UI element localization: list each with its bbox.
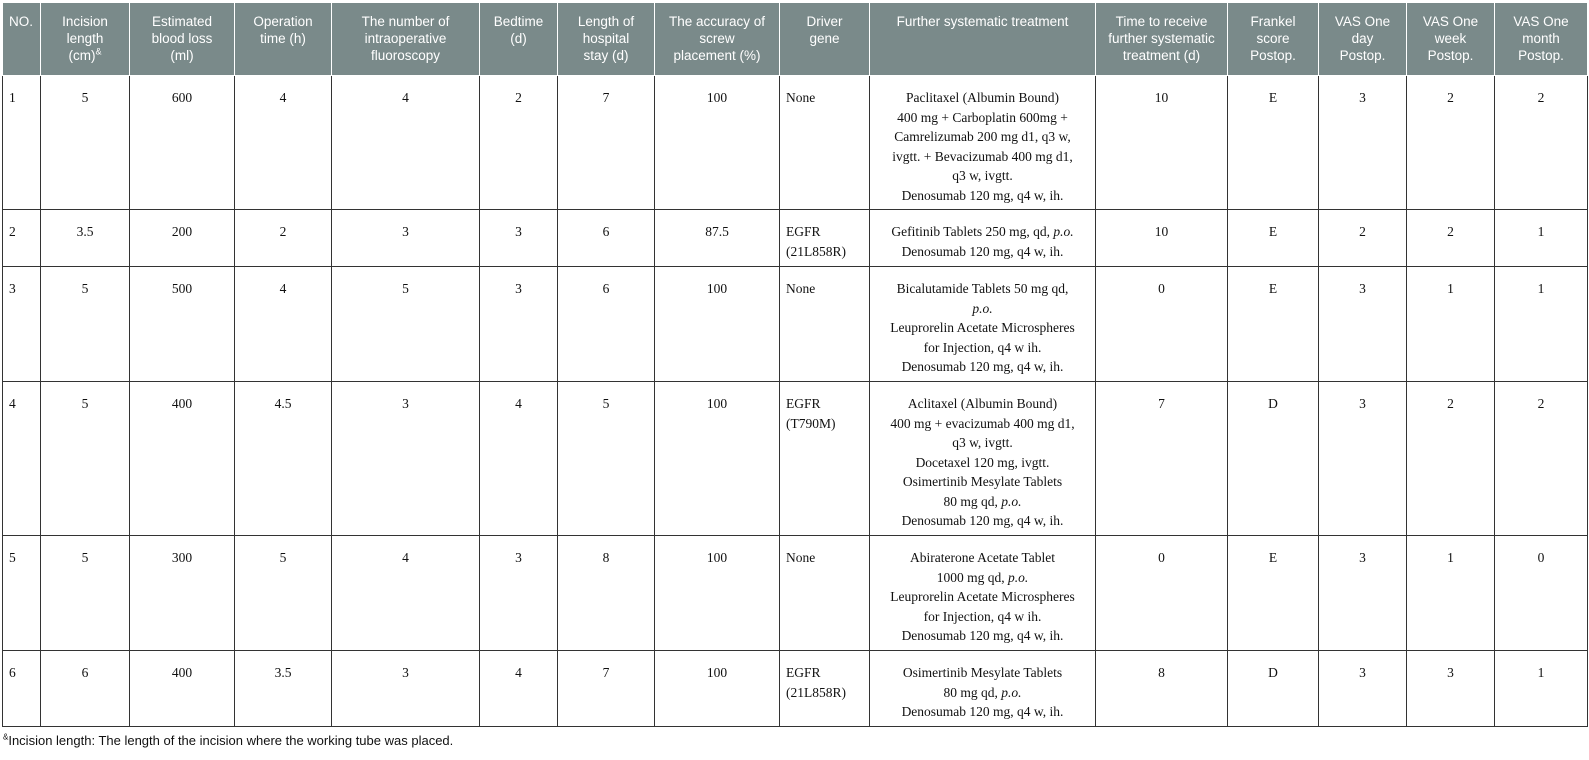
treatment-line xyxy=(872,453,1093,473)
cell-vas-day: 3 xyxy=(1319,651,1407,727)
treatment-text: Denosumab 120 mg, q4 w, ih. xyxy=(901,243,1064,259)
cell-vas-month: 1 xyxy=(1495,651,1588,727)
header-superscript: & xyxy=(95,46,102,57)
cell-bedtime: 4 xyxy=(480,382,558,536)
treatment-line xyxy=(872,663,1093,683)
treatment-line xyxy=(872,299,1093,319)
header-fluoroscopy xyxy=(332,3,480,76)
treatment-line xyxy=(872,587,1093,607)
treatment-text: Docetaxel 120 mg, ivgtt. xyxy=(915,454,1050,470)
header-line: treatment (d) xyxy=(1122,48,1201,63)
treatment-line xyxy=(872,338,1093,358)
header-line: Postop. xyxy=(1427,48,1474,63)
treatment-text: Leuprorelin Acetate Microspheres xyxy=(890,589,1075,604)
header-line: (d) xyxy=(510,31,527,46)
header-line: Time to receive xyxy=(1115,14,1208,29)
header-line: length xyxy=(66,31,104,46)
treatment-line xyxy=(872,626,1093,646)
cell-fluoro: 5 xyxy=(332,267,480,382)
cell-op-time: 3.5 xyxy=(235,651,332,727)
gene-line: EGFR xyxy=(786,396,821,411)
cell-driver-gene xyxy=(780,210,870,267)
cell-vas-day: 3 xyxy=(1319,267,1407,382)
footnote-text: Incision length: The length of the incision where the working tube was placed. xyxy=(8,733,454,748)
cell-treatment xyxy=(870,76,1096,210)
header-line: Driver xyxy=(806,14,843,29)
cell-bedtime: 4 xyxy=(480,651,558,727)
treatment-route: p.o. xyxy=(972,300,993,316)
treatment-line xyxy=(872,472,1093,492)
cell-vas-day: 3 xyxy=(1319,382,1407,536)
cell-op-time: 2 xyxy=(235,210,332,267)
gene-line: (21L858R) xyxy=(786,244,846,259)
header-line: Postop. xyxy=(1518,48,1564,63)
cell-no: 2 xyxy=(3,210,41,267)
treatment-route: p.o. xyxy=(1001,684,1022,700)
cell-fluoro: 4 xyxy=(332,76,480,210)
header-line: hospital xyxy=(582,31,630,46)
cell-vas-week: 3 xyxy=(1407,651,1495,727)
treatment-line xyxy=(872,147,1093,167)
header-line: Length of xyxy=(577,14,635,29)
treatment-line xyxy=(872,127,1093,147)
header-line: blood loss xyxy=(151,31,213,46)
cell-driver-gene xyxy=(780,267,870,382)
cell-blood-loss: 600 xyxy=(130,76,235,210)
cell-stay: 6 xyxy=(558,210,655,267)
cell-vas-month: 1 xyxy=(1495,210,1588,267)
header-line: stay (d) xyxy=(583,48,629,63)
header-line: day xyxy=(1351,31,1374,46)
treatment-line xyxy=(872,222,1093,242)
cell-vas-month: 2 xyxy=(1495,382,1588,536)
header-operation-time xyxy=(235,3,332,76)
header-line: (ml) xyxy=(170,48,194,63)
treatment-line xyxy=(872,492,1093,512)
treatment-text: Osimertinib Mesylate Tablets xyxy=(902,474,1063,489)
cell-bedtime: 2 xyxy=(480,76,558,210)
treatment-text: Camrelizumab 200 mg d1, q3 w, xyxy=(894,129,1071,144)
treatment-line xyxy=(872,702,1093,722)
treatment-line xyxy=(872,88,1093,108)
treatment-line xyxy=(872,318,1093,338)
cell-no: 4 xyxy=(3,382,41,536)
gene-line: (T790M) xyxy=(786,416,836,431)
cell-op-time: 4.5 xyxy=(235,382,332,536)
table-row xyxy=(3,76,1588,210)
footnote xyxy=(3,733,453,748)
cell-no: 3 xyxy=(3,267,41,382)
header-no xyxy=(3,3,41,76)
treatment-text: Denosumab 120 mg, q4 w, ih. xyxy=(901,704,1064,719)
treatment-line xyxy=(872,433,1093,453)
cell-treatment xyxy=(870,267,1096,382)
gene-line: (21L858R) xyxy=(786,685,846,700)
table-row xyxy=(3,210,1588,267)
treatment-route: p.o. xyxy=(1001,493,1022,509)
table-row xyxy=(3,651,1588,727)
header-line: Estimated xyxy=(151,14,213,29)
cell-driver-gene xyxy=(780,651,870,727)
header-vas-month xyxy=(1495,3,1588,76)
treatment-text: 80 mg qd, xyxy=(943,493,1002,509)
header-line: time (h) xyxy=(260,31,306,46)
cell-accuracy: 100 xyxy=(655,76,780,210)
cell-vas-week: 2 xyxy=(1407,210,1495,267)
header-line: Operation xyxy=(253,14,313,29)
header-line: week xyxy=(1434,31,1467,46)
treatment-text: q3 w, ivgtt. xyxy=(952,435,1013,450)
header-line: Bedtime xyxy=(493,14,544,29)
cell-accuracy: 87.5 xyxy=(655,210,780,267)
treatment-text: Denosumab 120 mg, q4 w, ih. xyxy=(901,359,1064,374)
cell-accuracy: 100 xyxy=(655,651,780,727)
treatment-text: Aclitaxel (Albumin Bound) xyxy=(907,396,1058,411)
cell-no: 6 xyxy=(3,651,41,727)
header-line: VAS One xyxy=(1422,14,1479,29)
gene-line: None xyxy=(786,90,816,105)
header-incision-length xyxy=(41,3,130,76)
cell-time-to-treat: 10 xyxy=(1096,76,1228,210)
treatment-text: ivgtt. + Bevacizumab 400 mg d1, xyxy=(892,148,1073,164)
cell-no: 1 xyxy=(3,76,41,210)
cell-vas-month: 0 xyxy=(1495,536,1588,651)
treatment-line xyxy=(872,186,1093,206)
treatment-route: p.o. xyxy=(1008,569,1029,585)
cell-blood-loss: 500 xyxy=(130,267,235,382)
treatment-text: Bicalutamide Tablets 50 mg qd, xyxy=(896,281,1069,296)
treatment-line xyxy=(872,242,1093,262)
cell-incision: 5 xyxy=(41,382,130,536)
header-frankel-score xyxy=(1228,3,1319,76)
treatment-line xyxy=(872,548,1093,568)
treatment-text: Denosumab 120 mg, q4 w, ih. xyxy=(901,187,1064,203)
header-line: screw xyxy=(699,31,735,46)
cell-fluoro: 3 xyxy=(332,382,480,536)
header-line: Postop. xyxy=(1339,48,1386,63)
cell-blood-loss: 200 xyxy=(130,210,235,267)
cell-fluoro: 3 xyxy=(332,651,480,727)
header-vas-week xyxy=(1407,3,1495,76)
cell-frankel: D xyxy=(1228,382,1319,536)
cell-time-to-treat: 0 xyxy=(1096,267,1228,382)
treatment-line xyxy=(872,166,1093,186)
cell-frankel: E xyxy=(1228,536,1319,651)
treatment-text: 80 mg qd, xyxy=(943,684,1002,700)
header-line: score xyxy=(1256,31,1290,46)
cell-incision: 3.5 xyxy=(41,210,130,267)
header-line: fluoroscopy xyxy=(370,48,441,63)
gene-line: None xyxy=(786,281,816,296)
cell-op-time: 5 xyxy=(235,536,332,651)
header-line: further systematic xyxy=(1108,31,1215,46)
table-container xyxy=(2,2,1587,727)
cell-driver-gene xyxy=(780,76,870,210)
treatment-text: Leuprorelin Acetate Microspheres xyxy=(890,320,1075,335)
treatment-text: Abiraterone Acetate Tablet xyxy=(910,550,1055,565)
cell-vas-month: 1 xyxy=(1495,267,1588,382)
treatment-text: 1000 mg qd, xyxy=(936,569,1008,585)
header-line: Frankel xyxy=(1250,14,1296,29)
header-unit: (cm) xyxy=(68,48,96,63)
cell-bedtime: 3 xyxy=(480,267,558,382)
cell-frankel: E xyxy=(1228,210,1319,267)
cell-bedtime: 3 xyxy=(480,210,558,267)
cell-stay: 8 xyxy=(558,536,655,651)
treatment-line xyxy=(872,414,1093,434)
cell-stay: 7 xyxy=(558,651,655,727)
gene-line: EGFR xyxy=(786,665,821,680)
cell-fluoro: 3 xyxy=(332,210,480,267)
treatment-line xyxy=(872,279,1093,299)
treatment-text: for Injection, q4 w ih. xyxy=(923,608,1042,624)
cell-op-time: 4 xyxy=(235,76,332,210)
treatment-text: 400 mg + Carboplatin 600mg + xyxy=(897,109,1068,125)
table-header xyxy=(3,3,1588,76)
header-line: Further systematic treatment xyxy=(896,14,1069,29)
header-line: VAS One xyxy=(1513,14,1569,29)
table-row xyxy=(3,267,1588,382)
treatment-text: Denosumab 120 mg, q4 w, ih. xyxy=(901,628,1064,643)
cell-vas-day: 2 xyxy=(1319,210,1407,267)
treatment-line xyxy=(872,511,1093,531)
cell-vas-day: 3 xyxy=(1319,76,1407,210)
treatment-line xyxy=(872,357,1093,377)
cell-blood-loss: 400 xyxy=(130,382,235,536)
table-row xyxy=(3,382,1588,536)
header-line: The accuracy of xyxy=(668,14,766,29)
cell-time-to-treat: 7 xyxy=(1096,382,1228,536)
treatment-route: p.o. xyxy=(1053,224,1074,239)
cell-time-to-treat: 0 xyxy=(1096,536,1228,651)
header-line: The number of xyxy=(361,14,450,29)
cell-treatment xyxy=(870,651,1096,727)
cell-stay: 5 xyxy=(558,382,655,536)
table-row xyxy=(3,536,1588,651)
treatment-text: Gefitinib Tablets 250 mg, qd, xyxy=(891,224,1054,239)
header-line: NO. xyxy=(9,14,34,29)
treatment-text: q3 w, ivgtt. xyxy=(952,168,1013,183)
cell-vas-day: 3 xyxy=(1319,536,1407,651)
treatment-text: for Injection, q4 w ih. xyxy=(923,339,1042,355)
cell-time-to-treat: 8 xyxy=(1096,651,1228,727)
footnote-marker: & xyxy=(3,732,9,742)
cell-incision: 5 xyxy=(41,536,130,651)
gene-line: EGFR xyxy=(786,224,821,239)
cell-frankel: E xyxy=(1228,76,1319,210)
cell-vas-week: 1 xyxy=(1407,536,1495,651)
table-body xyxy=(3,76,1588,727)
cell-treatment xyxy=(870,382,1096,536)
treatment-text: Paclitaxel (Albumin Bound) xyxy=(906,90,1059,105)
cell-no: 5 xyxy=(3,536,41,651)
header-line: VAS One xyxy=(1334,14,1391,29)
gene-line: None xyxy=(786,550,816,565)
header-bedtime xyxy=(480,3,558,76)
header-row xyxy=(3,3,1588,76)
cell-vas-week: 2 xyxy=(1407,76,1495,210)
header-hospital-stay xyxy=(558,3,655,76)
treatment-line xyxy=(872,108,1093,128)
cell-frankel: D xyxy=(1228,651,1319,727)
cell-incision: 6 xyxy=(41,651,130,727)
cell-time-to-treat: 10 xyxy=(1096,210,1228,267)
header-line: Incision xyxy=(62,14,108,29)
cell-stay: 7 xyxy=(558,76,655,210)
cell-vas-month: 2 xyxy=(1495,76,1588,210)
cell-blood-loss: 300 xyxy=(130,536,235,651)
cell-driver-gene xyxy=(780,536,870,651)
treatment-line xyxy=(872,607,1093,627)
header-line xyxy=(44,47,126,64)
cell-accuracy: 100 xyxy=(655,382,780,536)
header-screw-accuracy xyxy=(655,3,780,76)
clinical-data-table xyxy=(2,2,1588,727)
cell-treatment xyxy=(870,210,1096,267)
cell-accuracy: 100 xyxy=(655,267,780,382)
header-vas-day xyxy=(1319,3,1407,76)
header-line: gene xyxy=(809,31,840,46)
cell-vas-week: 2 xyxy=(1407,382,1495,536)
cell-treatment xyxy=(870,536,1096,651)
header-blood-loss xyxy=(130,3,235,76)
header-driver-gene xyxy=(780,3,870,76)
header-line: Postop. xyxy=(1250,48,1296,63)
treatment-line xyxy=(872,568,1093,588)
header-further-treatment xyxy=(870,3,1096,76)
cell-incision: 5 xyxy=(41,267,130,382)
cell-frankel: E xyxy=(1228,267,1319,382)
header-line: intraoperative xyxy=(364,31,447,46)
header-line: month xyxy=(1522,31,1560,46)
cell-blood-loss: 400 xyxy=(130,651,235,727)
treatment-text: Osimertinib Mesylate Tablets xyxy=(902,665,1063,680)
treatment-text: Denosumab 120 mg, q4 w, ih. xyxy=(901,513,1064,528)
cell-op-time: 4 xyxy=(235,267,332,382)
cell-incision: 5 xyxy=(41,76,130,210)
cell-driver-gene xyxy=(780,382,870,536)
header-line: placement (%) xyxy=(673,48,761,63)
cell-vas-week: 1 xyxy=(1407,267,1495,382)
treatment-line xyxy=(872,394,1093,414)
treatment-text: 400 mg + evacizumab 400 mg d1, xyxy=(890,415,1075,431)
treatment-line xyxy=(872,683,1093,703)
cell-stay: 6 xyxy=(558,267,655,382)
header-time-to-treatment xyxy=(1096,3,1228,76)
cell-accuracy: 100 xyxy=(655,536,780,651)
cell-bedtime: 3 xyxy=(480,536,558,651)
cell-fluoro: 4 xyxy=(332,536,480,651)
